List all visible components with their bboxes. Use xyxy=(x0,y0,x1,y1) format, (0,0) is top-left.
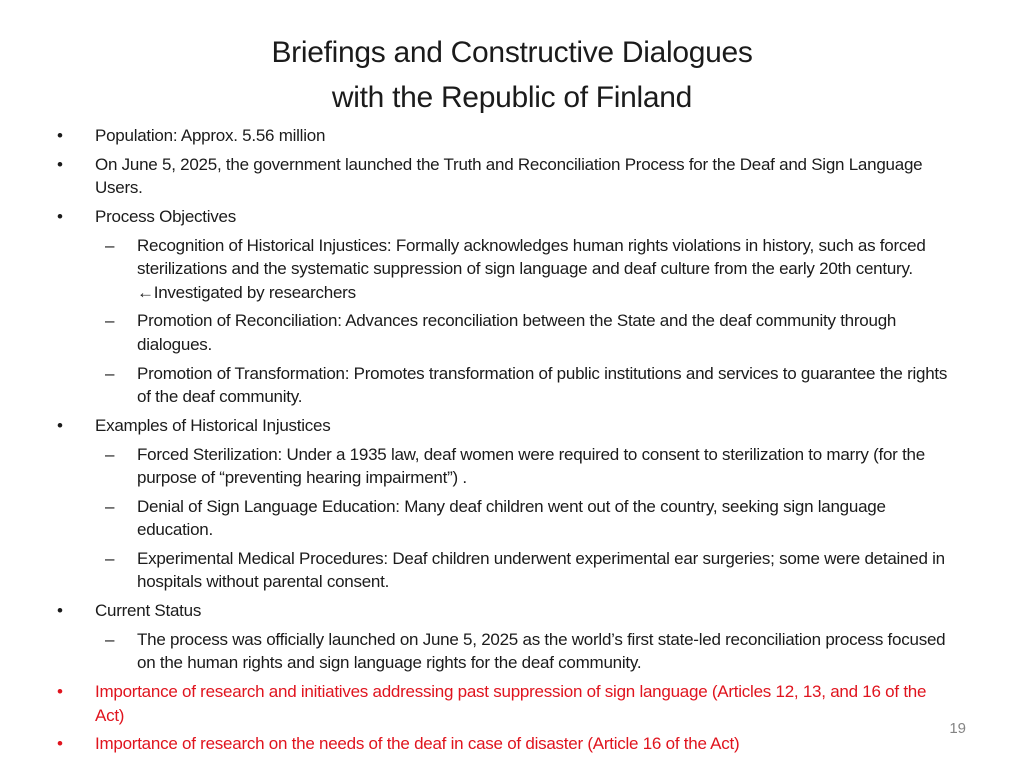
dash-icon: – xyxy=(105,444,115,464)
list-item-text: Promotion of Transformation: Promotes transformation of public institutions and services to guarantee the rights of the deaf community. xyxy=(137,363,948,407)
dash-icon: – xyxy=(105,311,115,331)
list-item-text: On June 5, 2025, the government launched the Truth and Reconciliation Process for the Deaf and Sign Language Users. xyxy=(95,154,923,198)
list-item-text: The process was officially launched on June 5, 2025 as the world’s first state-led reconciliation process focused on the human rights and sign language rights for the deaf community. xyxy=(137,630,946,673)
list-item xyxy=(57,599,955,622)
list-item xyxy=(57,680,955,727)
dash-icon: – xyxy=(105,549,115,569)
list-item xyxy=(105,234,955,304)
list-item-text: Recognition of Historical Injustices: Formally acknowledges human rights violations in history, such as forced sterilizations and the systematic suppression of sign language and deaf culture from the early 20th century. ←Investigated by researchers xyxy=(137,235,926,302)
list-item xyxy=(105,628,955,675)
list-item xyxy=(105,547,955,594)
list-item-text: Experimental Medical Procedures: Deaf children underwent experimental ear surgeries; some were detained in hospitals without parental consent. xyxy=(137,549,945,592)
bullet-icon: • xyxy=(57,682,63,702)
bullet-list xyxy=(57,124,955,761)
bullet-icon: • xyxy=(57,415,63,435)
list-item-text: Importance of research on the needs of the deaf in case of disaster (Article 16 of the Act) xyxy=(95,734,740,754)
list-item-text: Current Status xyxy=(95,601,202,621)
list-item-text: Importance of research and initiatives addressing past suppression of sign language (Articles 12, 13, and 16 of the Act) xyxy=(95,682,927,725)
list-item xyxy=(57,124,955,147)
list-item-text: Denial of Sign Language Education: Many deaf children went out of the country, seeking sign language education. xyxy=(137,496,886,540)
bullet-icon: • xyxy=(57,207,63,226)
bullet-icon: • xyxy=(57,601,63,621)
list-item xyxy=(105,362,955,409)
list-item-text: Examples of Historical Injustices xyxy=(95,415,331,435)
dash-icon: – xyxy=(105,235,115,255)
list-item xyxy=(105,309,955,356)
list-item xyxy=(57,153,955,200)
dash-icon: – xyxy=(105,363,115,383)
dash-icon: – xyxy=(105,496,115,516)
list-item-text: Forced Sterilization: Under a 1935 law, deaf women were required to consent to sterilization to marry (for the purpose of “preventing hearing impairment”) . xyxy=(137,444,925,488)
slide-title xyxy=(0,30,1024,120)
list-item xyxy=(105,443,955,490)
list-item-text: Process Objectives xyxy=(95,207,236,226)
list-item xyxy=(105,495,955,542)
dash-icon: – xyxy=(105,630,115,650)
list-item xyxy=(57,205,955,228)
page-number: 19 xyxy=(949,720,966,737)
list-item-text: Population: Approx. 5.56 million xyxy=(95,126,326,145)
bullet-icon: • xyxy=(57,154,63,174)
slide-title-line2: with the Republic of Finland xyxy=(331,81,693,114)
bullet-icon: • xyxy=(57,734,63,754)
bullet-icon: • xyxy=(57,126,63,145)
list-item-text: Promotion of Reconciliation: Advances reconciliation between the State and the deaf community through dialogues. xyxy=(137,311,897,354)
list-item xyxy=(57,414,955,437)
slide-title-line1: Briefings and Constructive Dialogues xyxy=(271,36,753,69)
list-item xyxy=(57,732,955,755)
